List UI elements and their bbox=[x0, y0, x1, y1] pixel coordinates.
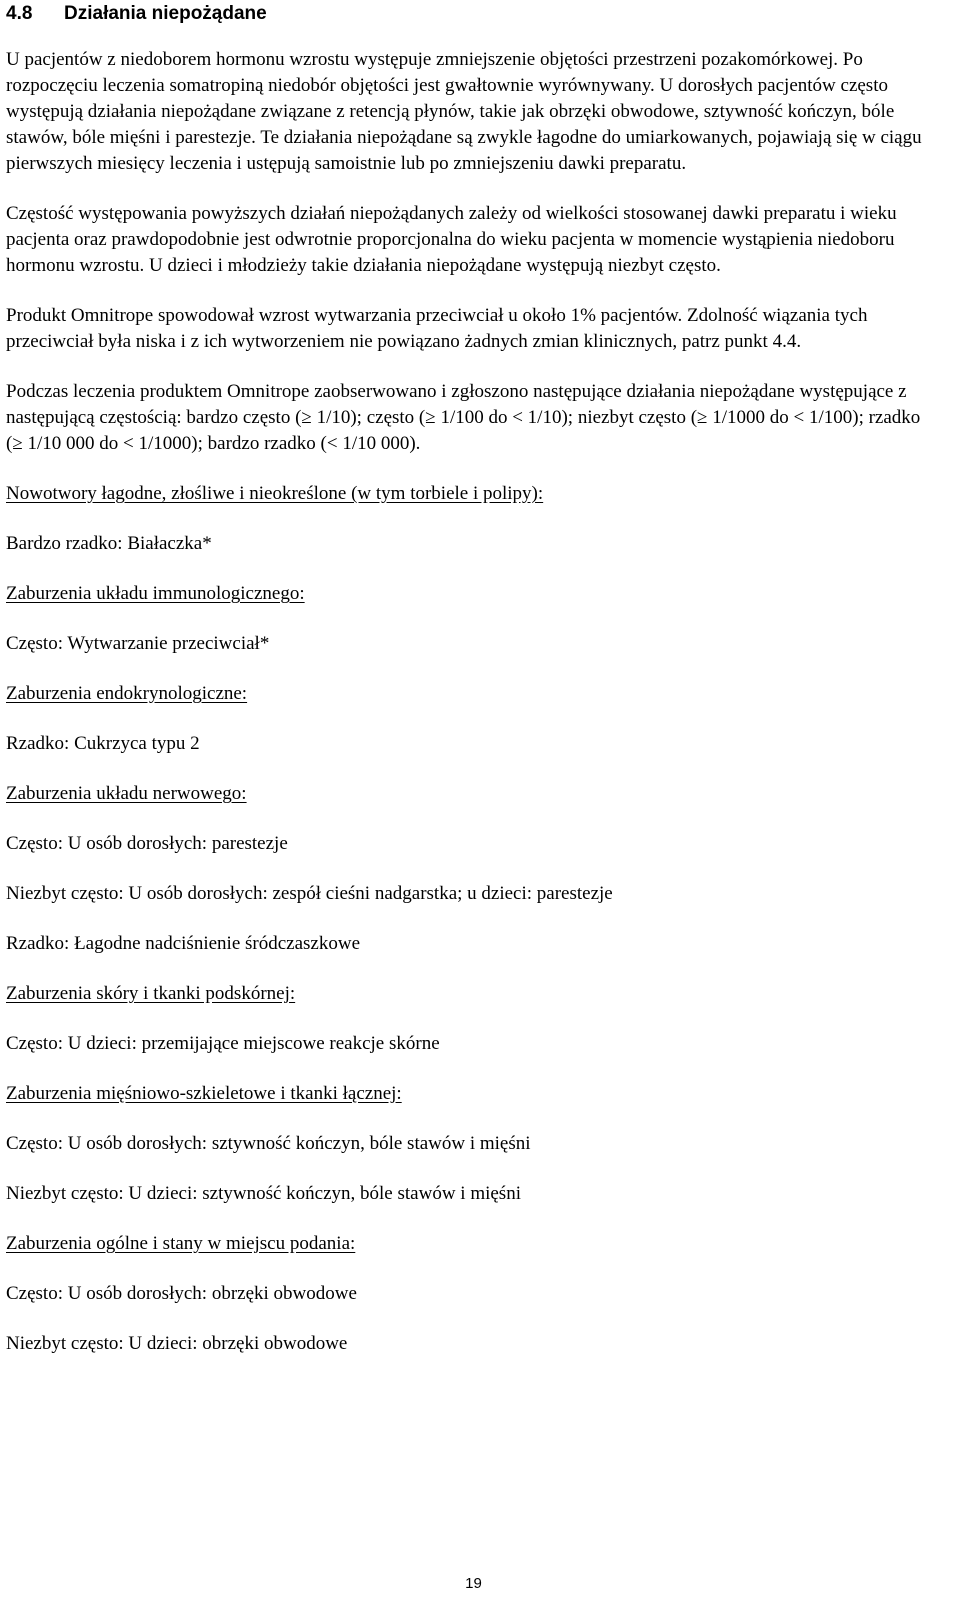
category-heading-musculoskeletal: Zaburzenia mięśniowo-szkieletowe i tkanki łącznej: bbox=[6, 1083, 402, 1104]
category-heading-nervous: Zaburzenia układu nerwowego: bbox=[6, 783, 247, 804]
section-number: 4.8 bbox=[6, 3, 33, 24]
paragraph-frequency-dependence: Częstość występowania powyższych działań niepożądanych zależy od wielkości stosowanej dawki preparatu i wieku pacjenta oraz prawdopodobnie jest odwrotnie proporcjonalna do wieku pacjenta w momencie wystąpienia niedoboru hormonu wzrostu. U dzieci i młodzieży takie działania niepożądane występują niezbyt często. bbox=[6, 203, 897, 276]
category-heading-general: Zaburzenia ogólne i stany w miejscu podania: bbox=[6, 1233, 356, 1254]
entry-musculoskeletal-1: Często: U osób dorosłych: sztywność kończyn, bóle stawów i mięśni bbox=[6, 1133, 531, 1154]
page-content bbox=[6, 0, 941, 1357]
paragraph-antibodies: Produkt Omnitrope spowodował wzrost wytwarzania przeciwciał u około 1% pacjentów. Zdolność wiązania tych przeciwciał była niska i z ich wytworzeniem nie powiązano żadnych zmian klinicznych, patrz punkt 4.4. bbox=[6, 305, 868, 352]
category-heading-skin: Zaburzenia skóry i tkanki podskórnej: bbox=[6, 983, 296, 1004]
entry-immune-1: Często: Wytwarzanie przeciwciał* bbox=[6, 633, 270, 654]
entry-neoplasms-1: Bardzo rzadko: Białaczka* bbox=[6, 533, 212, 554]
entry-general-2: Niezbyt często: U dzieci: obrzęki obwodowe bbox=[6, 1333, 348, 1354]
entry-endocrine-1: Rzadko: Cukrzyca typu 2 bbox=[6, 733, 200, 754]
section-heading bbox=[6, 0, 941, 27]
category-heading-immune: Zaburzenia układu immunologicznego: bbox=[6, 583, 305, 604]
category-heading-neoplasms: Nowotwory łagodne, złośliwe i nieokreślone (w tym torbiele i polipy): bbox=[6, 483, 544, 504]
section-title: Działania niepożądane bbox=[64, 3, 267, 24]
entry-musculoskeletal-2: Niezbyt często: U dzieci: sztywność kończyn, bóle stawów i mięśni bbox=[6, 1183, 521, 1204]
category-heading-endocrine: Zaburzenia endokrynologiczne: bbox=[6, 683, 248, 704]
paragraph-frequency-definitions: Podczas leczenia produktem Omnitrope zaobserwowano i zgłoszono następujące działania niepożądane występujące z następującą częstością: bardzo często (≥ 1/10); często (≥ 1/100 do < 1/10); niezbyt często (≥ 1/1000 do < 1/100); rzadko (≥ 1/10 000 do < 1/1000); bardzo rzadko (< 1/10 000). bbox=[6, 381, 921, 454]
entry-nervous-1: Często: U osób dorosłych: parestezje bbox=[6, 833, 288, 854]
paragraph-fluid-retention: U pacjentów z niedoborem hormonu wzrostu występuje zmniejszenie objętości przestrzeni pozakomórkowej. Po rozpoczęciu leczenia somatropiną niedobór objętości jest gwałtownie wyrównywany. U dorosłych pacjentów często występują działania niepożądane związane z retencją płynów, takie jak obrzęki obwodowe, sztywność kończyn, bóle stawów, bóle mięśni i parestezje. Te działania niepożądane są zwykle łagodne do umiarkowanych, pojawiają się w ciągu pierwszych miesięcy leczenia i ustępują samoistnie lub po zmniejszeniu dawki preparatu. bbox=[6, 49, 922, 174]
entry-nervous-2: Niezbyt często: U osób dorosłych: zespół cieśni nadgarstka; u dzieci: parestezje bbox=[6, 883, 613, 904]
entry-nervous-3: Rzadko: Łagodne nadciśnienie śródczaszkowe bbox=[6, 933, 361, 954]
entry-skin-1: Często: U dzieci: przemijające miejscowe reakcje skórne bbox=[6, 1033, 440, 1054]
entry-general-1: Często: U osób dorosłych: obrzęki obwodowe bbox=[6, 1283, 357, 1304]
page-number: 19 bbox=[465, 1575, 482, 1592]
